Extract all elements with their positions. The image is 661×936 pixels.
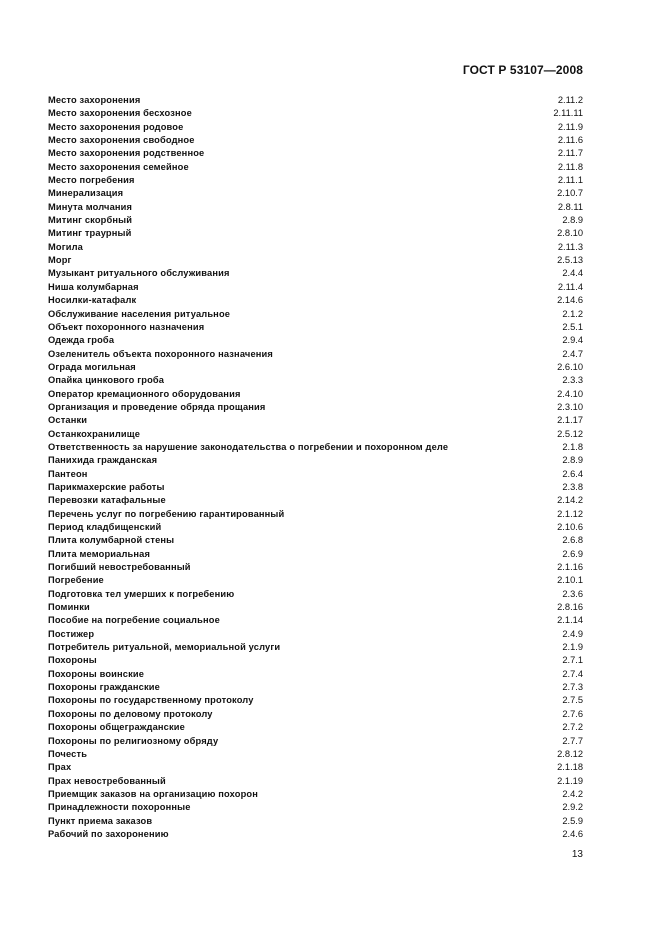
page-number: 13 [571,849,583,860]
index-term: Место захоронения семейное [48,161,189,172]
index-term: Приемщик заказов на организацию похорон [48,788,258,799]
index-term: Могила [48,241,83,252]
index-entry [48,147,583,160]
document-header: ГОСТ Р 53107—2008 [462,63,583,77]
index-entry [48,654,583,667]
index-ref: 2.1.18 [557,762,583,773]
index-entry [48,534,583,547]
index-entry [48,494,583,507]
index-term: Озеленитель объекта похоронного назначения [48,348,273,359]
index-term: Место захоронения [48,95,141,105]
index-ref: 2.8.10 [557,228,583,239]
index-entry [48,294,583,307]
index-ref: 2.11.11 [553,108,583,119]
index-ref: 2.3.3 [562,375,583,386]
index-term: Похороны по деловому протоколу [48,708,213,719]
index-term: Период кладбищенский [48,522,162,532]
index-ref: 2.4.4 [562,268,583,279]
index-entry [48,815,583,828]
index-entry [48,281,583,294]
index-entry [48,708,583,721]
index-entry [48,508,583,521]
index-entry [48,481,583,494]
index-term: Место захоронения бесхозное [48,108,192,119]
index-entry [48,601,583,614]
index-term: Пособие на погребение социальное [48,615,220,626]
index-entry [48,548,583,561]
index-entry [48,348,583,361]
index-ref: 2.8.9 [562,455,583,466]
index-ref: 2.1.2 [562,308,583,319]
index-ref: 2.6.10 [557,361,583,372]
index-ref: 2.10.7 [557,188,583,199]
index-ref: 2.10.6 [557,522,583,532]
index-entry [48,428,583,441]
index-ref: 2.7.6 [562,708,583,719]
index-entry [48,788,583,801]
index-entry [48,614,583,627]
index-term: Место захоронения родственное [48,148,205,159]
index-term: Похороны общегражданские [48,722,185,733]
index-ref: 2.5.9 [562,815,583,826]
index-entry [48,454,583,467]
index-ref: 2.7.4 [562,668,583,679]
index-term: Музыкант ритуального обслуживания [48,268,230,279]
index-entry [48,267,583,280]
index-ref: 2.11.1 [557,175,583,186]
index-term: Прах [48,762,72,773]
index-entry [48,681,583,694]
index-ref: 2.7.7 [562,735,583,746]
index-term: Морг [48,255,72,266]
index-ref: 2.7.5 [562,695,583,706]
index-term: Постижер [48,628,95,639]
index-entry [48,187,583,200]
index-entry [48,134,583,147]
index-entry [48,801,583,814]
index-term: Пункт приема заказов [48,815,153,826]
index-ref: 2.4.9 [562,628,583,639]
index-ref: 2.9.4 [562,335,583,346]
index-ref: 2.8.12 [557,748,583,759]
index-term: Панихида гражданская [48,455,158,466]
index-entry [48,641,583,654]
term-index-list [48,94,583,841]
index-term: Место захоронения свободное [48,135,195,146]
index-entry [48,227,583,240]
index-ref: 2.14.2 [557,495,583,506]
index-term: Минерализация [48,188,124,199]
index-term: Подготовка тел умерших к погребению [48,588,235,599]
index-entry [48,334,583,347]
index-ref: 2.11.4 [557,281,583,292]
index-ref: 2.8.11 [557,201,583,212]
index-ref: 2.8.16 [557,602,583,613]
index-entry [48,721,583,734]
index-ref: 2.11.6 [557,135,583,146]
index-ref: 2.11.8 [557,161,583,172]
index-entry [48,574,583,587]
index-term: Поминки [48,602,90,613]
index-ref: 2.4.6 [562,828,583,839]
index-ref: 2.7.1 [562,655,583,666]
index-ref: 2.1.16 [557,562,583,573]
index-ref: 2.11.2 [557,95,583,105]
index-term: Носилки-катафалк [48,295,137,306]
index-ref: 2.3.8 [562,481,583,492]
index-entry [48,241,583,254]
index-entry [48,201,583,214]
index-entry [48,668,583,681]
index-entry [48,748,583,761]
index-term: Похороны по религиозному обряду [48,735,219,746]
index-entry [48,374,583,387]
index-entry [48,761,583,774]
index-ref: 2.11.7 [557,148,583,159]
index-entry [48,521,583,534]
index-term: Минута молчания [48,201,133,212]
index-term: Митинг траурный [48,228,132,239]
index-term: Почесть [48,748,88,759]
index-entry [48,107,583,120]
index-term: Принадлежности похоронные [48,802,191,813]
index-term: Перевозки катафальные [48,495,166,506]
index-entry [48,628,583,641]
index-entry [48,94,583,107]
index-ref: 2.3.10 [557,401,583,412]
index-entry [48,254,583,267]
index-ref: 2.11.9 [557,121,583,132]
index-entry [48,468,583,481]
index-entry [48,775,583,788]
index-ref: 2.4.7 [562,348,583,359]
index-ref: 2.1.9 [562,642,583,653]
index-ref: 2.5.1 [562,321,583,332]
index-ref: 2.5.12 [557,428,583,439]
index-entry [48,401,583,414]
index-term: Плита колумбарной стены [48,535,175,546]
index-entry [48,361,583,374]
index-ref: 2.4.2 [562,788,583,799]
index-term: Погребение [48,575,104,586]
index-ref: 2.4.10 [557,388,583,399]
index-entry [48,441,583,454]
index-entry [48,735,583,748]
index-entry [48,414,583,427]
index-term: Ниша колумбарная [48,281,139,292]
index-term: Опайка цинкового гроба [48,375,165,386]
index-term: Останки [48,415,88,426]
index-term: Митинг скорбный [48,215,133,226]
index-ref: 2.9.2 [562,802,583,813]
index-ref: 2.7.2 [562,722,583,733]
index-entry [48,694,583,707]
index-entry [48,214,583,227]
index-entry [48,588,583,601]
index-term: Объект похоронного назначения [48,321,205,332]
index-entry [48,828,583,841]
index-term: Место захоронения родовое [48,121,184,132]
index-ref: 2.6.9 [562,548,583,559]
index-term: Плита мемориальная [48,548,151,559]
index-term: Обслуживание населения ритуальное [48,308,231,319]
index-ref: 2.11.3 [557,241,583,252]
index-term: Парикмахерские работы [48,481,165,492]
index-term: Одежда гроба [48,335,115,346]
index-ref: 2.8.9 [562,215,583,226]
index-term: Похороны воинские [48,668,145,679]
index-ref: 2.1.14 [557,615,583,626]
index-ref: 2.3.6 [562,588,583,599]
index-entry [48,308,583,321]
index-ref: 2.6.4 [562,468,583,479]
index-term: Потребитель ритуальной, мемориальной услуги [48,642,281,653]
index-term: Похороны по государственному протоколу [48,695,254,706]
index-term: Перечень услуг по погребению гарантированный [48,508,285,519]
index-term: Погибший невостребованный [48,562,191,573]
index-ref: 2.7.3 [562,682,583,693]
index-entry [48,388,583,401]
index-term: Похороны [48,655,97,666]
index-ref: 2.1.17 [557,415,583,426]
index-term: Пантеон [48,468,88,479]
index-term: Прах невостребованный [48,775,166,786]
index-term: Рабочий по захоронению [48,828,169,839]
index-ref: 2.5.13 [557,255,583,266]
index-term: Останкохранилище [48,428,141,439]
index-entry [48,561,583,574]
index-ref: 2.14.6 [557,295,583,306]
index-ref: 2.10.1 [557,575,583,586]
index-ref: 2.1.8 [562,441,583,452]
index-term: Ограда могильная [48,361,136,372]
index-entry [48,121,583,134]
index-ref: 2.1.19 [557,775,583,786]
index-entry [48,321,583,334]
index-term: Ответственность за нарушение законодательства о погребении и похоронном деле [48,441,449,452]
index-term: Организация и проведение обряда прощания [48,401,266,412]
index-term: Место погребения [48,175,135,186]
index-ref: 2.6.8 [562,535,583,546]
index-term: Похороны гражданские [48,682,160,693]
index-entry [48,161,583,174]
index-term: Оператор кремационного оборудования [48,388,241,399]
index-ref: 2.1.12 [557,508,583,519]
index-entry [48,174,583,187]
